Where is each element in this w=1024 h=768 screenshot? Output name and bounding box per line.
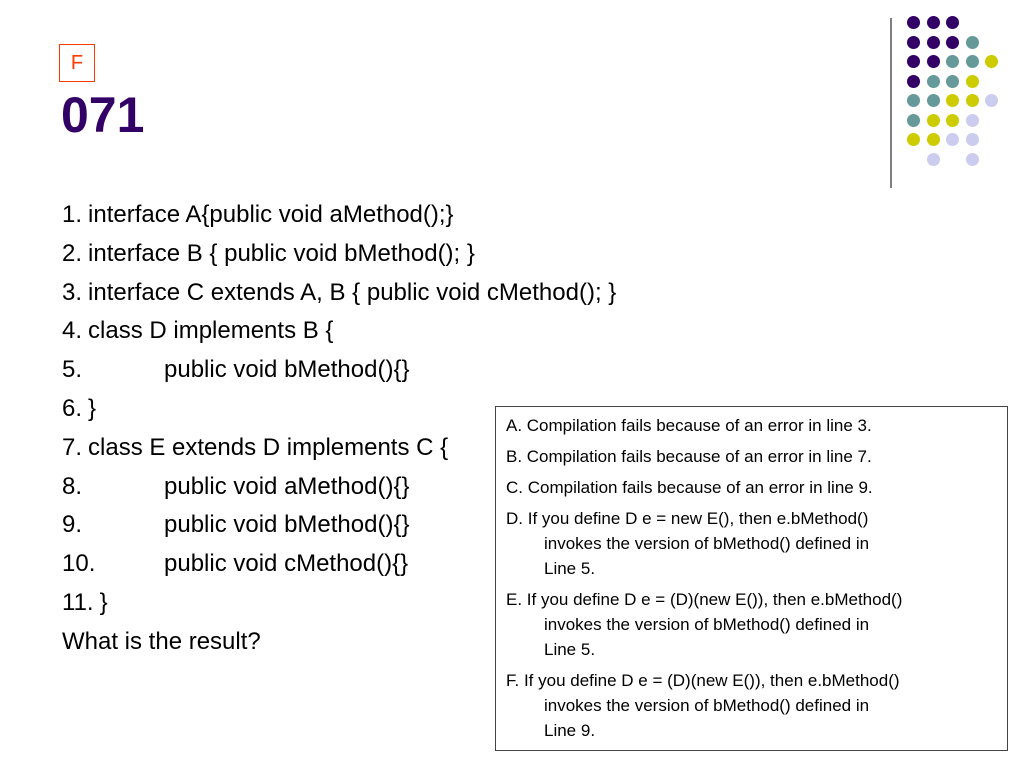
answer-option-line: Line 9. bbox=[544, 721, 596, 740]
code-line-text: } bbox=[99, 588, 108, 616]
question-text: What is the result? bbox=[62, 627, 261, 655]
code-line-text: public void cMethod(){} bbox=[164, 550, 409, 578]
decorative-dot bbox=[946, 75, 959, 88]
answer-option-line: F. If you define D e = (D)(new E()), then e.bMethod() bbox=[506, 671, 900, 690]
code-line-number: 11. bbox=[62, 588, 94, 616]
code-line-text: class E extends D implements C { bbox=[88, 433, 449, 461]
decorative-dot bbox=[907, 114, 920, 127]
decorative-dot-grid bbox=[904, 14, 1014, 164]
decorative-dot bbox=[907, 36, 920, 49]
code-line-text: public void bMethod(){} bbox=[164, 511, 410, 539]
code-line-text: public void bMethod(){} bbox=[164, 356, 410, 384]
code-line bbox=[62, 351, 616, 390]
decorative-dot bbox=[966, 75, 979, 88]
decorative-dot bbox=[907, 75, 920, 88]
decorative-dot bbox=[907, 94, 920, 107]
answer-option bbox=[506, 506, 1003, 581]
decorative-dot bbox=[966, 153, 979, 166]
code-line-number: 3. bbox=[62, 278, 83, 306]
code-line-text: public void aMethod(){} bbox=[164, 472, 410, 500]
decorative-dot bbox=[927, 133, 940, 146]
decorative-dot bbox=[946, 94, 959, 107]
code-line-number: 1. bbox=[62, 201, 83, 228]
decorative-dot bbox=[907, 55, 920, 68]
code-line bbox=[62, 196, 616, 235]
code-line bbox=[62, 312, 616, 351]
decorative-dot bbox=[966, 94, 979, 107]
code-line-number: 8. bbox=[62, 472, 83, 500]
answer-option-line: E. If you define D e = (D)(new E()), then e.bMethod() bbox=[506, 590, 903, 609]
answer-option-line: invokes the version of bMethod() defined in bbox=[544, 696, 870, 715]
code-line-number: 4. bbox=[62, 317, 83, 345]
decorative-dot bbox=[907, 133, 920, 146]
decorative-dot bbox=[946, 55, 959, 68]
answer-option bbox=[506, 668, 1003, 743]
code-line-number: 7. bbox=[62, 433, 83, 461]
answer-options-box bbox=[495, 406, 1008, 751]
code-line-text: interface C extends A, B { public void cMethod(); } bbox=[88, 278, 617, 306]
decorative-dot bbox=[946, 36, 959, 49]
code-line-number: 6. bbox=[62, 394, 83, 422]
answer-option-line: Line 5. bbox=[544, 559, 596, 578]
decorative-dot bbox=[946, 133, 959, 146]
decorative-dot bbox=[927, 75, 940, 88]
answer-option-line: B. Compilation fails because of an error in line 7. bbox=[506, 447, 872, 466]
code-line bbox=[62, 274, 616, 313]
decorative-dot bbox=[946, 114, 959, 127]
code-line-number: 5. bbox=[62, 356, 83, 384]
decorative-dot bbox=[966, 114, 979, 127]
code-line-text: } bbox=[88, 394, 97, 422]
code-line-text: interface B { public void bMethod(); } bbox=[88, 239, 475, 267]
decorative-dot bbox=[966, 36, 979, 49]
answer-option-line: A. Compilation fails because of an error in line 3. bbox=[506, 416, 872, 435]
decorative-dot bbox=[907, 16, 920, 29]
decorative-dot bbox=[927, 55, 940, 68]
code-line-number: 2. bbox=[62, 239, 83, 267]
decorative-dot bbox=[985, 55, 998, 68]
answer-option bbox=[506, 587, 1003, 662]
divider-line bbox=[890, 18, 892, 188]
decorative-dot bbox=[927, 16, 940, 29]
answer-option bbox=[506, 475, 1003, 500]
answer-option bbox=[506, 444, 1003, 469]
decorative-dot bbox=[927, 36, 940, 49]
answer-badge: F bbox=[59, 44, 95, 82]
answer-option-line: invokes the version of bMethod() defined in bbox=[544, 615, 870, 634]
decorative-dot bbox=[985, 94, 998, 107]
answer-option-line: D. If you define D e = new E(), then e.bMethod() bbox=[506, 509, 869, 528]
slide-title: 071 bbox=[61, 87, 145, 143]
decorative-dot bbox=[927, 114, 940, 127]
answer-option-line: C. Compilation fails because of an error in line 9. bbox=[506, 478, 873, 497]
decorative-dot bbox=[946, 16, 959, 29]
answer-option-line: Line 5. bbox=[544, 640, 596, 659]
decorative-dot bbox=[927, 153, 940, 166]
decorative-dot bbox=[966, 55, 979, 68]
answer-option bbox=[506, 413, 1003, 438]
code-line-number: 9. bbox=[62, 511, 83, 539]
decorative-dot bbox=[966, 133, 979, 146]
answer-option-line: invokes the version of bMethod() defined in bbox=[544, 534, 870, 553]
code-line bbox=[62, 235, 616, 274]
decorative-dot bbox=[927, 94, 940, 107]
code-line-text: class D implements B { bbox=[88, 317, 334, 345]
code-line-number: 10. bbox=[62, 550, 96, 578]
code-line-text: interface A{public void aMethod();} bbox=[88, 201, 454, 228]
